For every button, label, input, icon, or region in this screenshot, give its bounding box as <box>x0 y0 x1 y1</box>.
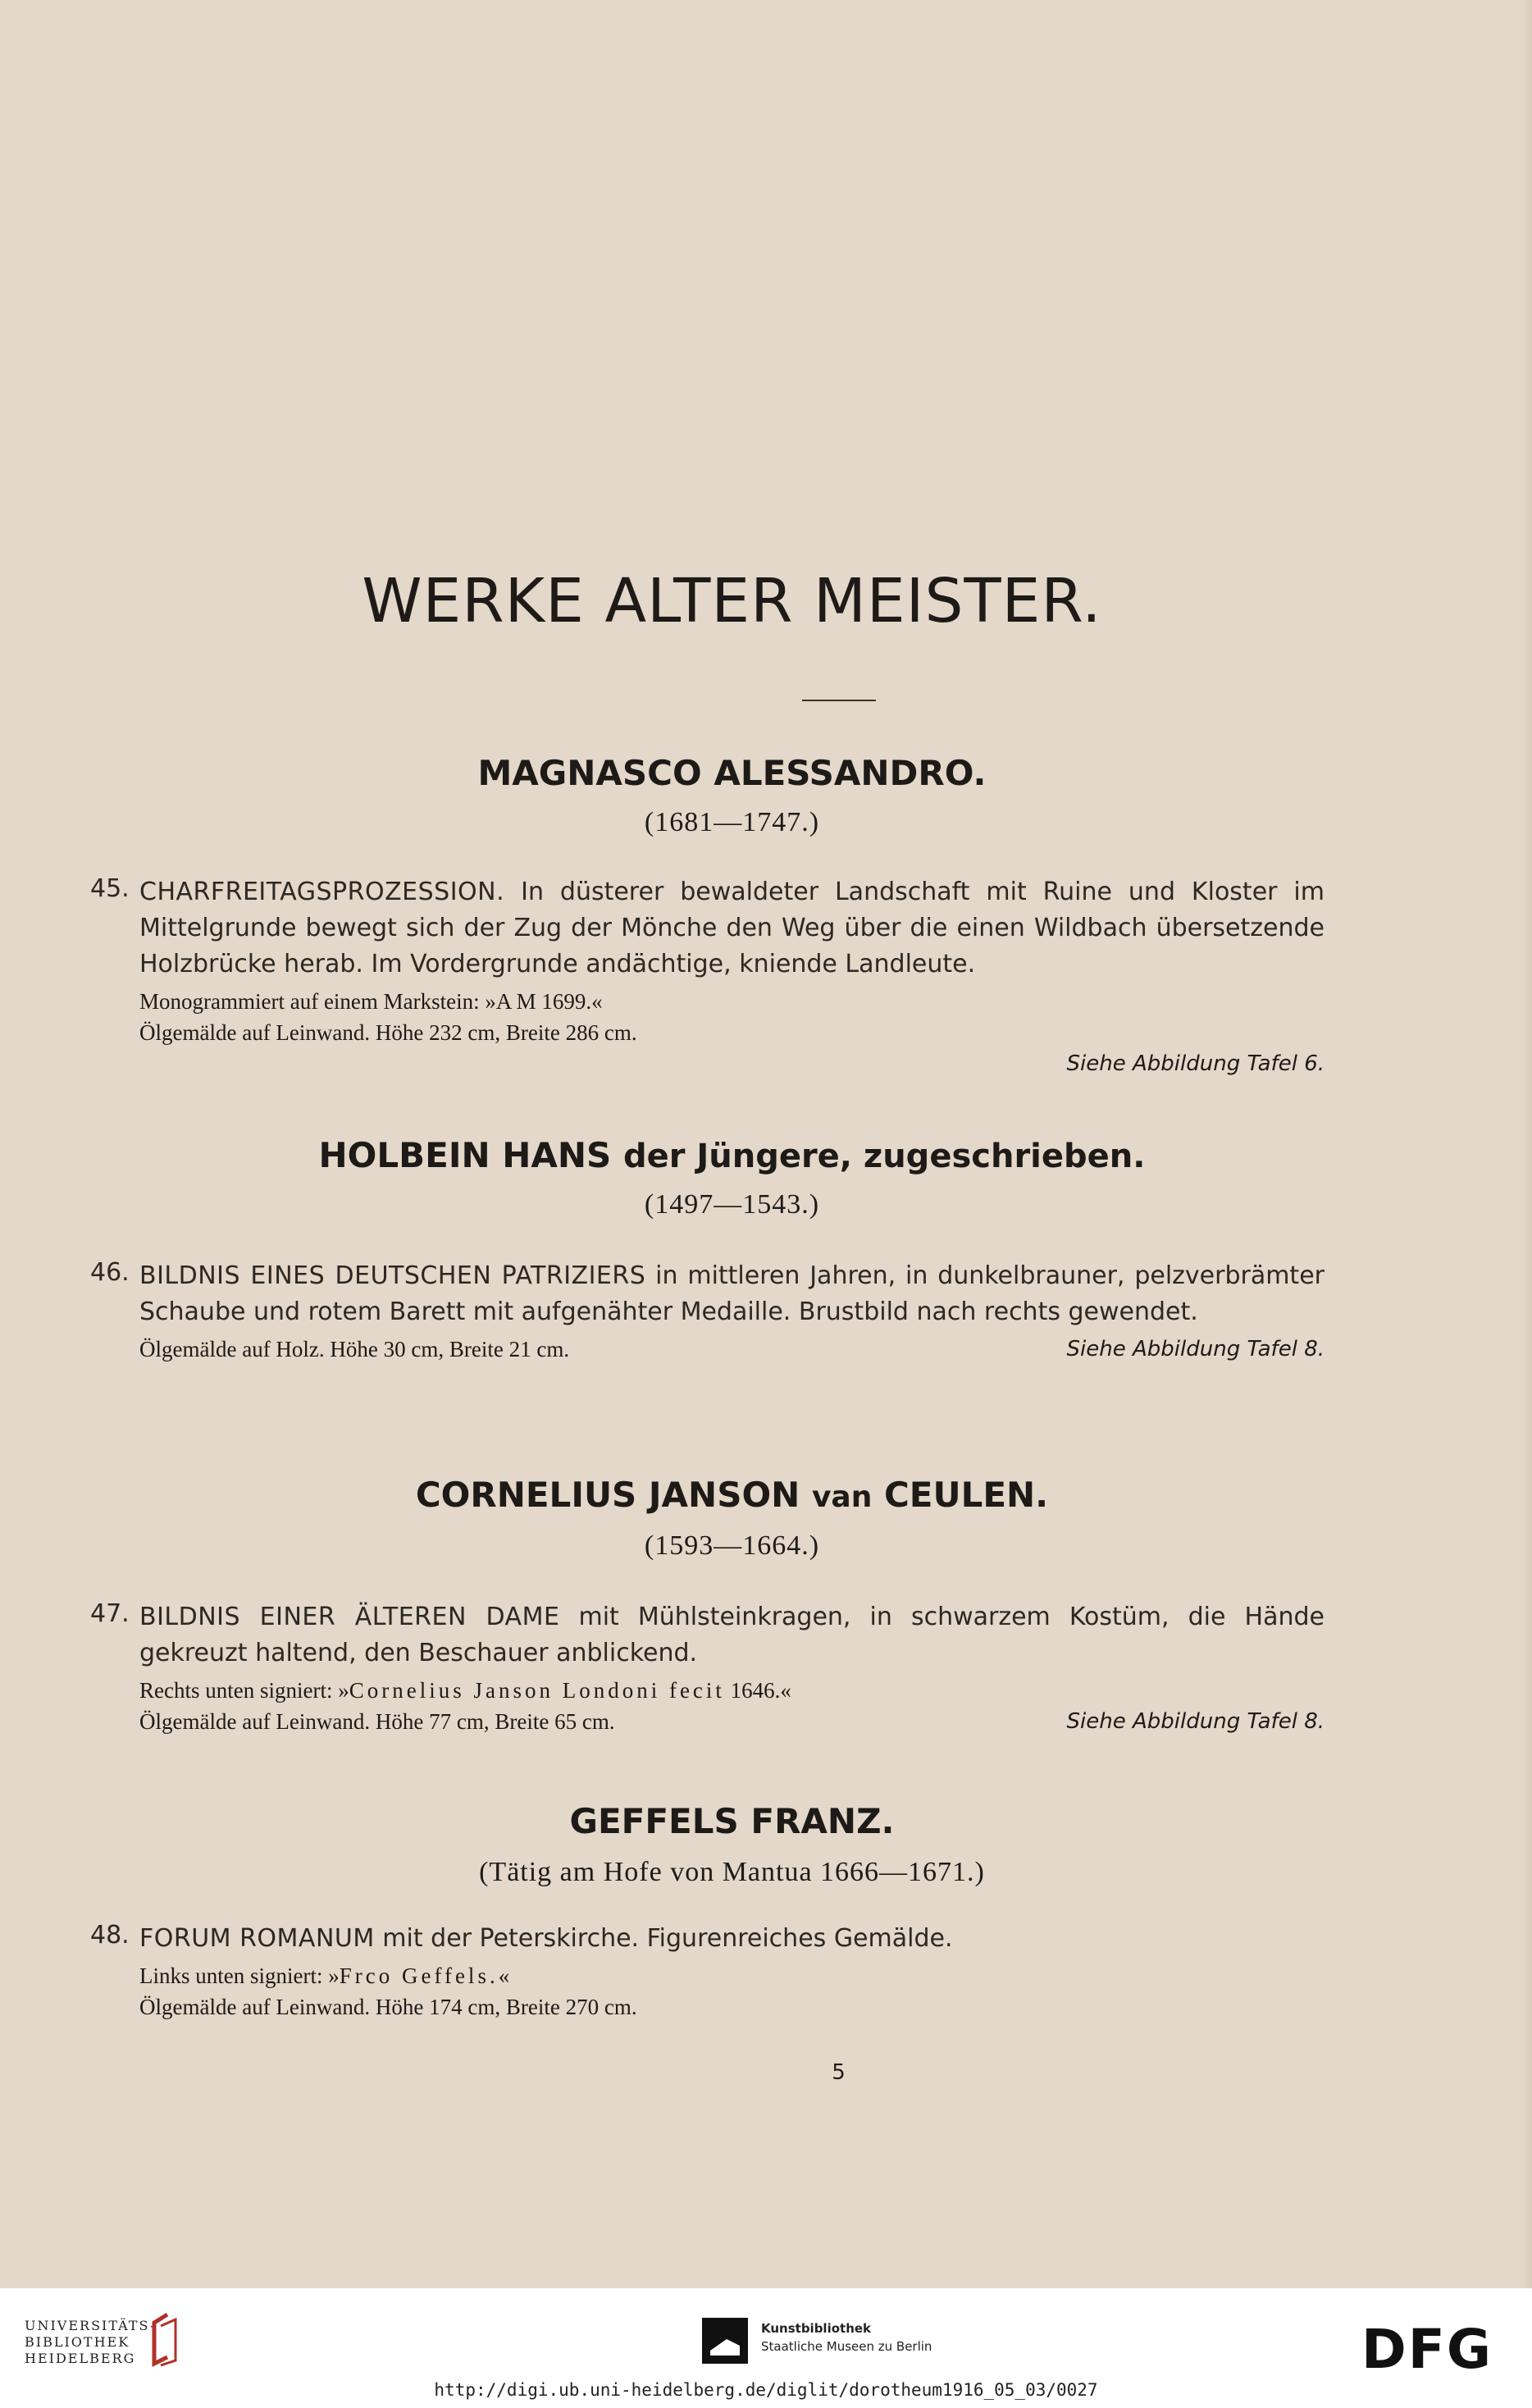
entry-medium-dimensions: Ölgemälde auf Leinwand. Höhe 77 cm, Breite 65 cm. <box>139 1709 615 1734</box>
entry-description <box>139 1258 1325 1330</box>
entry-text: mit der Peterskirche. Figurenreiches Gemälde. <box>382 1924 953 1953</box>
artist-surname: CEULEN. <box>883 1475 1049 1515</box>
entry-description <box>139 1599 1325 1671</box>
entry-signature-note <box>139 1678 791 1703</box>
entry-title: BILDNIS EINES DEUTSCHEN PATRIZIERS <box>139 1261 646 1290</box>
university-logo-icon <box>143 2311 184 2369</box>
entry-plate-reference: Siehe Abbildung Tafel 8. <box>1066 1337 1325 1361</box>
catalog-entry-46 <box>90 1258 1325 1365</box>
artist-particle: van <box>811 1480 873 1514</box>
signature-suffix: « <box>498 1963 510 1988</box>
entry-plate-reference: Siehe Abbildung Tafel 6. <box>1066 1051 1325 1076</box>
artist-heading-ceulen <box>139 1475 1325 1515</box>
entry-plate-reference: Siehe Abbildung Tafel 8. <box>1066 1709 1325 1734</box>
heading-rule <box>802 700 876 701</box>
entry-signature-note <box>139 1963 509 1988</box>
kb-subtitle: Staatliche Museen zu Berlin <box>761 2339 932 2354</box>
artist-qualifier: der Jüngere, zugeschrieben. <box>622 1138 1146 1175</box>
source-url[interactable]: http://digi.ub.uni-heidelberg.de/diglit/dorotheum1916_05_03/0027 <box>434 2380 1098 2400</box>
catalog-entry-48 <box>90 1921 1325 2023</box>
catalog-entry-47 <box>90 1599 1325 1737</box>
entry-title: FORUM ROMANUM <box>139 1924 375 1953</box>
signature-text: Frco Geffels. <box>339 1963 499 1988</box>
university-line-3: HEIDELBERG <box>25 2351 136 2366</box>
university-library-label <box>25 2318 156 2367</box>
entry-text: mit Mühlsteinkragen, in schwarzem Kostüm, die Hände gekreuzt haltend, den Beschauer anblickend. <box>139 1603 1325 1667</box>
entry-notes <box>139 1334 1325 1365</box>
entry-description <box>139 874 1325 983</box>
digitization-footer <box>0 2288 1532 2408</box>
entry-text: in mittleren Jahren, in dunkelbrauner, pelzverbrämter Schaube und rotem Barett mit aufgenähter Medaille. Brustbild nach rechts gewendet. <box>139 1261 1325 1326</box>
page-heading: WERKE ALTER MEISTER. <box>362 566 1102 636</box>
artist-dates-magnasco: (1681—1747.) <box>644 807 820 837</box>
page-edge-shadow <box>1522 0 1532 2288</box>
university-line-1: UNIVERSITÄTS- <box>25 2318 157 2333</box>
artist-name: CORNELIUS JANSON <box>415 1475 800 1515</box>
entry-medium-dimensions: Ölgemälde auf Leinwand. Höhe 174 cm, Breite 270 cm. <box>139 1995 637 2019</box>
artist-heading-magnasco: MAGNASCO ALESSANDRO. <box>477 753 987 793</box>
artist-heading-geffels: GEFFELS FRANZ. <box>569 1801 895 1841</box>
signature-prefix: Links unten signiert: » <box>139 1963 340 1988</box>
kunstbibliothek-logo-icon <box>702 2318 748 2364</box>
entry-number: 45. <box>90 874 130 903</box>
entry-medium-dimensions: Ölgemälde auf Leinwand. Höhe 232 cm, Breite 286 cm. <box>139 1020 637 1045</box>
dfg-logo: DFG <box>1361 2318 1493 2381</box>
entry-monogram-note: Monogrammiert auf einem Markstein: »A M 1699.« <box>139 989 603 1014</box>
kunstbibliothek-label <box>761 2319 932 2356</box>
entry-notes <box>139 1675 1325 1737</box>
artist-dates-ceulen: (1593—1664.) <box>644 1530 820 1561</box>
entry-text: In düsterer bewaldeter Landschaft mit Ruine und Kloster im Mittelgrunde bewegt sich der Zug der Mönche den Weg über die einen Wildbach übersetzende Holzbrücke herab. Im Vordergrunde andächtige, kniende Landleute. <box>139 878 1325 978</box>
entry-number: 48. <box>90 1921 130 1950</box>
artist-dates-holbein: (1497—1543.) <box>644 1189 820 1220</box>
entry-number: 46. <box>90 1258 130 1287</box>
signature-suffix: 1646.« <box>724 1678 791 1703</box>
entry-description <box>139 1921 1325 1957</box>
catalog-entry-45 <box>90 874 1325 1079</box>
entry-notes <box>139 986 1325 1079</box>
artist-heading-holbein <box>139 1135 1325 1175</box>
artist-name: HOLBEIN HANS <box>318 1135 612 1175</box>
artist-dates-geffels: (Tätig am Hofe von Mantua 1666—1671.) <box>479 1857 985 1887</box>
entry-notes <box>139 1960 1325 2023</box>
entry-title: CHARFREITAGSPROZESSION. <box>139 878 505 906</box>
university-line-2: BIBLIOTHEK <box>25 2334 130 2350</box>
signature-prefix: Rechts unten signiert: » <box>139 1678 349 1703</box>
entry-number: 47. <box>90 1599 130 1628</box>
entry-title: BILDNIS EINER ÄLTEREN DAME <box>139 1603 560 1631</box>
signature-text: Cornelius Janson Londoni fecit <box>349 1678 725 1703</box>
page-number: 5 <box>832 2060 846 2085</box>
kb-name: Kunstbibliothek <box>761 2321 872 2336</box>
entry-medium-dimensions: Ölgemälde auf Holz. Höhe 30 cm, Breite 21 cm. <box>139 1337 570 1361</box>
